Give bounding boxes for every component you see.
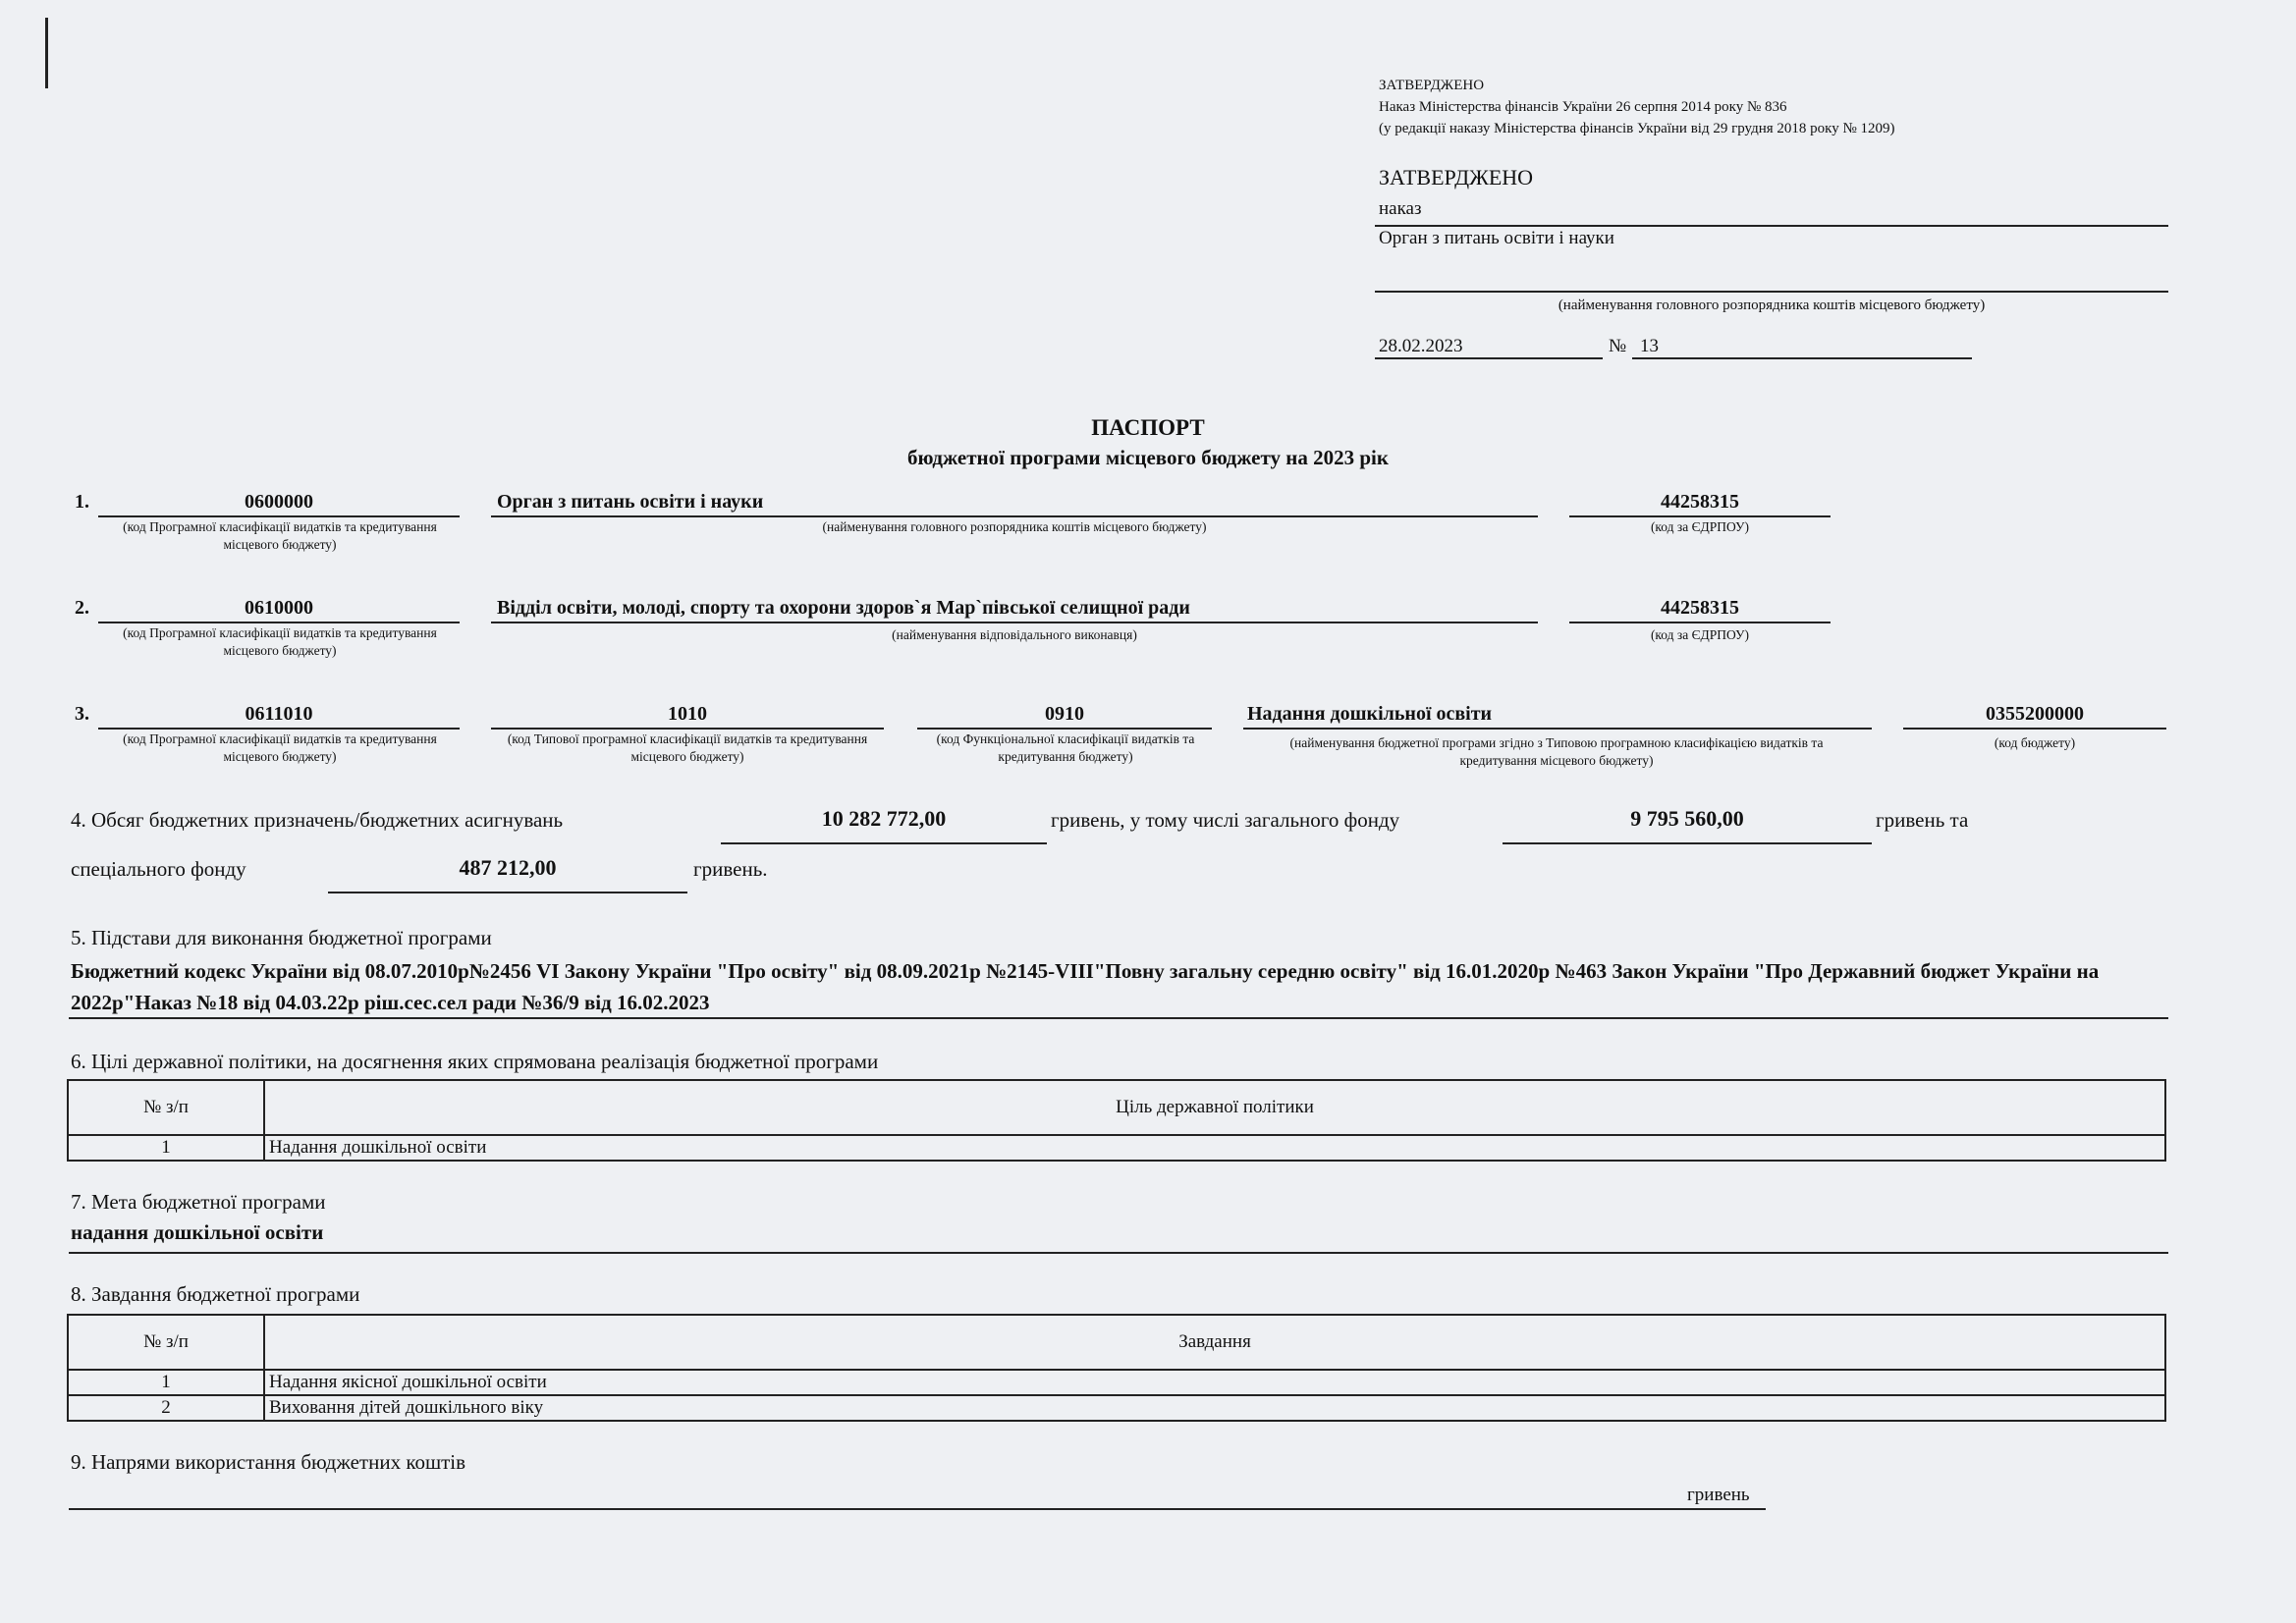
approval-number-label: № — [1609, 336, 1627, 356]
row1-name-line — [491, 515, 1538, 517]
section7-heading: 7. Мета бюджетної програми — [71, 1190, 326, 1214]
section9-line — [69, 1508, 1766, 1510]
row3-budget-line — [1903, 728, 2166, 730]
approval-date: 28.02.2023 — [1379, 336, 1463, 356]
tasks-table-header — [68, 1315, 2165, 1370]
row1-code-line — [98, 515, 460, 517]
approval-number-line — [1632, 357, 1972, 359]
section7-text: надання дошкільної освіти — [71, 1220, 324, 1244]
general-fund-amount: 9 795 560,00 — [1630, 806, 1744, 831]
tasks-table — [67, 1314, 2166, 1422]
row3-budget-code: 0355200000 — [1986, 703, 2084, 725]
special-fund-line — [328, 892, 687, 893]
row3-func-caption: (код Функціональної класифікації видатків та кредитування бюджету) — [936, 731, 1195, 764]
approval-doc: наказ — [1379, 198, 1422, 219]
special-fund-amount: 487 212,00 — [459, 855, 557, 880]
row2-code-line — [98, 622, 460, 623]
section4-mid: гривень, у тому числі загального фонду — [1051, 808, 1400, 832]
section9-heading: 9. Напрями використання бюджетних коштів — [71, 1450, 466, 1474]
row1-edrpou-line — [1569, 515, 1831, 517]
row1-code-caption: (код Програмної класифікації видатків та кредитування місцевого бюджету) — [123, 519, 437, 552]
total-amount: 10 282 772,00 — [821, 806, 947, 831]
row3-func-line — [917, 728, 1212, 730]
goals-row-text: Надання дошкільної освіти — [264, 1135, 2165, 1161]
tasks-row-num: 1 — [68, 1370, 264, 1395]
approval-org-line — [1375, 291, 2168, 293]
approval-number: 13 — [1640, 336, 1659, 356]
row1-edrpou-caption: (код за ЄДРПОУ) — [1650, 519, 1750, 534]
row3-name-line — [1243, 728, 1872, 730]
row2-edrpou: 44258315 — [1661, 597, 1739, 619]
page-subtitle: бюджетної програми місцевого бюджету на 2023 рік — [907, 446, 1389, 469]
page-title: ПАСПОРТ — [1091, 415, 1205, 440]
tasks-row-text: Надання якісної дошкільної освіти — [264, 1370, 2165, 1395]
section4-label: 4. Обсяг бюджетних призначень/бюджетних асигнувань — [71, 808, 564, 832]
goals-row-num: 1 — [68, 1135, 264, 1161]
approval-org: Орган з питань освіти і науки — [1379, 228, 1614, 248]
row3-name-caption: (найменування бюджетної програми згідно з Типовою програмною класифікацією видатків та кредитування місцевого бюджету) — [1289, 735, 1824, 768]
row3-code-caption: (код Програмної класифікації видатків та кредитування місцевого бюджету) — [123, 731, 437, 764]
row1-code: 0600000 — [245, 491, 313, 513]
approval-doc-line — [1375, 225, 2168, 227]
row2-code-caption: (код Програмної класифікації видатків та кредитування місцевого бюджету) — [123, 625, 437, 658]
goals-col-num: № з/п — [68, 1080, 264, 1135]
section6-heading: 6. Цілі державної політики, на досягнення яких спрямована реалізація бюджетної програми — [71, 1050, 879, 1073]
row2-name-line — [491, 622, 1538, 623]
approval-header-line1: ЗАТВЕРДЖЕНО — [1379, 78, 1485, 93]
row3-typical-line — [491, 728, 884, 730]
row3-name: Надання дошкільної освіти — [1247, 703, 1493, 725]
row3-func-code: 0910 — [1045, 703, 1084, 725]
table-row — [68, 1395, 2165, 1421]
tasks-col-num: № з/п — [68, 1315, 264, 1370]
goals-col-goal: Ціль державної політики — [264, 1080, 2165, 1135]
special-fund-end: гривень. — [693, 857, 768, 881]
total-amount-line — [721, 842, 1047, 844]
section7-line — [69, 1252, 2168, 1254]
special-fund-label: спеціального фонду — [71, 857, 246, 881]
section5-heading: 5. Підстави для виконання бюджетної програми — [71, 926, 492, 949]
approval-header-line2: Наказ Міністерства фінансів України 26 серпня 2014 року № 836 — [1379, 99, 1787, 115]
tasks-col-task: Завдання — [264, 1315, 2165, 1370]
goals-table-header — [68, 1080, 2165, 1135]
approval-title: ЗАТВЕРДЖЕНО — [1379, 165, 1534, 189]
section5-line — [69, 1017, 2168, 1019]
tasks-row-num: 2 — [68, 1395, 264, 1421]
row3-typical-caption: (код Типової програмної класифікації видатків та кредитування місцевого бюджету) — [507, 731, 868, 764]
section8-heading: 8. Завдання бюджетної програми — [71, 1282, 360, 1306]
approval-date-line — [1375, 357, 1603, 359]
table-row — [68, 1135, 2165, 1161]
approval-header-line3: (у редакції наказу Міністерства фінансів України від 29 грудня 2018 року № 1209) — [1379, 121, 1895, 136]
row2-edrpou-caption: (код за ЄДРПОУ) — [1650, 627, 1750, 642]
row2-name: Відділ освіти, молоді, спорту та охорони здоров`я Мар`півської селищної ради — [497, 597, 1190, 619]
row2-code: 0610000 — [245, 597, 313, 619]
row1-name-caption: (найменування головного розпорядника коштів місцевого бюджету) — [822, 519, 1207, 534]
goals-table — [67, 1079, 2166, 1162]
row1-edrpou: 44258315 — [1661, 491, 1739, 513]
tasks-row-text: Виховання дітей дошкільного віку — [264, 1395, 2165, 1421]
row2-name-caption: (найменування відповідального виконавця) — [892, 627, 1137, 642]
approval-header — [1379, 75, 1895, 139]
margin-mark — [45, 18, 48, 88]
row1-number: 1. — [75, 491, 89, 513]
table-row — [68, 1370, 2165, 1395]
approval-org-caption: (найменування головного розпорядника коштів місцевого бюджету) — [1558, 298, 1986, 313]
row3-code: 0611010 — [245, 703, 313, 725]
row3-typical-code: 1010 — [668, 703, 707, 725]
row2-number: 2. — [75, 597, 89, 619]
row2-edrpou-line — [1569, 622, 1831, 623]
section5-text: Бюджетний кодекс України від 08.07.2010р№2456 VI Закону України "Про освіту" від 08.09.2021р №2145-VIII"Повну загальну середню освіту" від 16.01.2020р №463 Закон України "Про Державний бюджет України на 2022р"Наказ №18 від 04.03.22р ріш.сес.сел ради №36/9 від 16.02.2023 — [71, 959, 2100, 1014]
section4-end: гривень та — [1876, 808, 1969, 832]
row3-code-line — [98, 728, 460, 730]
section9-unit: гривень — [1687, 1485, 1750, 1505]
row1-name: Орган з питань освіти і науки — [497, 491, 764, 513]
general-fund-line — [1503, 842, 1872, 844]
row3-budget-caption: (код бюджету) — [1994, 735, 2076, 750]
row3-number: 3. — [75, 703, 89, 725]
